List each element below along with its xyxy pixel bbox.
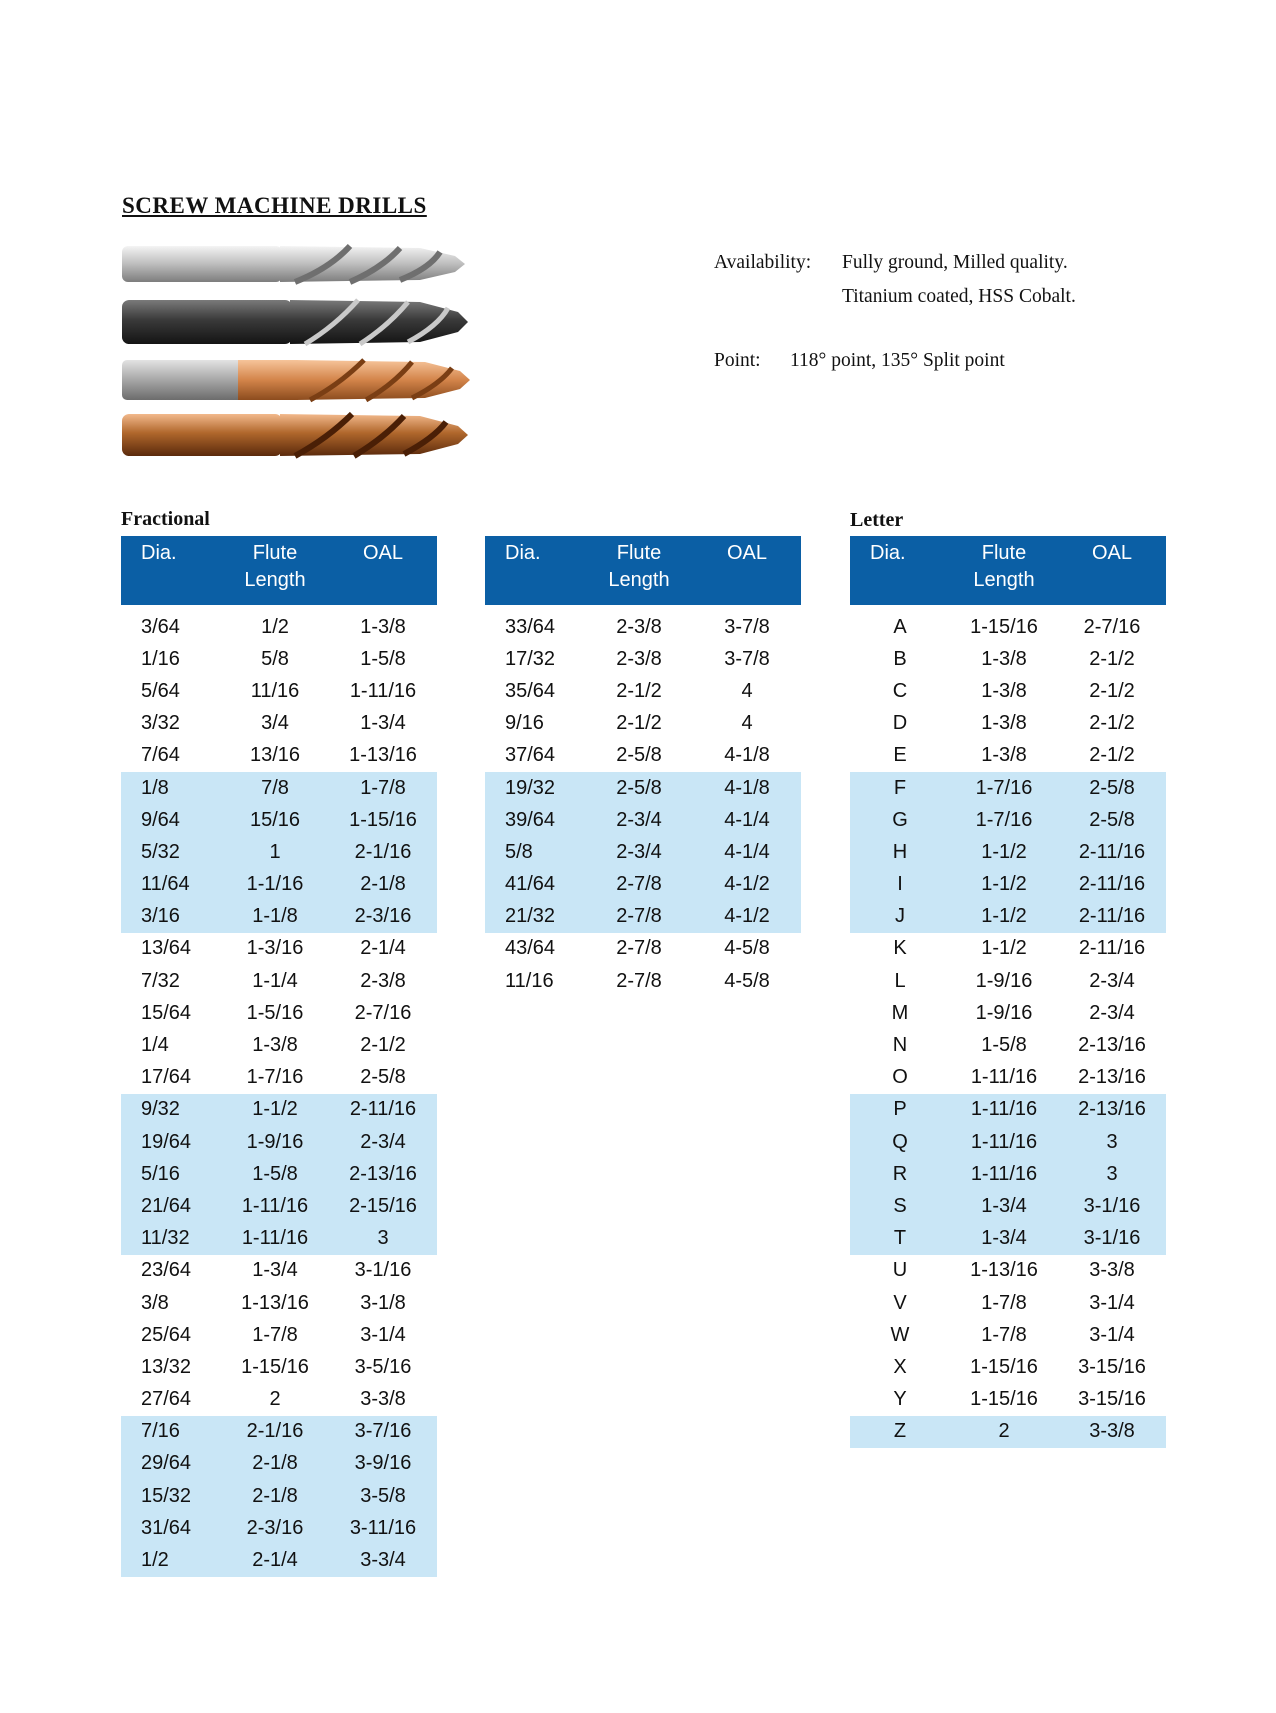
- cell-dia: Q: [850, 1126, 950, 1158]
- cell-flute-length: 2-7/8: [616, 937, 662, 960]
- table-row: [121, 1190, 437, 1222]
- fractional-table-1: [121, 536, 437, 1577]
- cell-flute-length: 15/16: [221, 804, 329, 836]
- cell-flute-length: 1-1/4: [252, 969, 298, 992]
- cell-oal: 3-1/16: [354, 1259, 412, 1282]
- cell-dia: 7/16: [121, 1416, 221, 1448]
- cell-oal: 3-3/8: [1058, 1416, 1166, 1448]
- cell-flute-length: 1-9/16: [975, 1001, 1033, 1024]
- cell-dia: 35/64: [505, 679, 556, 702]
- cell-flute-length: 1-3/4: [252, 1259, 298, 1282]
- cell-oal: 2-5/8: [360, 1066, 406, 1089]
- cell-flute-length: 2-1/4: [221, 1544, 329, 1576]
- cell-oal: 3-3/8: [360, 1388, 406, 1411]
- availability-line2: Titanium coated, HSS Cobalt.: [842, 286, 1076, 307]
- cell-dia: X: [893, 1355, 907, 1378]
- table-row: [850, 772, 1166, 804]
- header-oal: OAL: [329, 536, 437, 605]
- cell-flute-length: 1-11/16: [221, 1223, 329, 1255]
- table-row: [850, 804, 1166, 836]
- cell-flute-length: 2-1/8: [221, 1480, 329, 1512]
- cell-dia: W: [890, 1323, 910, 1346]
- table-row: [121, 901, 437, 933]
- table-row: [850, 933, 1166, 965]
- table-row: [850, 1384, 1166, 1416]
- cell-oal: 2-1/16: [329, 836, 437, 868]
- cell-oal: 3-15/16: [1078, 1388, 1146, 1411]
- table-row: [850, 1158, 1166, 1190]
- cell-flute-length: 1-3/8: [981, 647, 1027, 670]
- cell-dia: C: [892, 679, 908, 702]
- cell-dia: R: [850, 1158, 950, 1190]
- cell-flute-length: 1-7/16: [950, 772, 1058, 804]
- cell-dia: D: [892, 712, 908, 735]
- cell-oal: 2-3/4: [1089, 1001, 1135, 1024]
- cell-dia: 1/4: [141, 1034, 169, 1057]
- cell-oal: 3-3/4: [329, 1544, 437, 1576]
- cell-oal: 2-7/16: [354, 1001, 412, 1024]
- cell-oal: 3-5/8: [329, 1480, 437, 1512]
- header-dia: Dia.: [485, 536, 585, 605]
- cell-flute-length: 1-7/8: [252, 1323, 298, 1346]
- cell-flute-length: 2-1/2: [616, 712, 662, 735]
- cell-dia: L: [894, 969, 906, 992]
- cell-dia: A: [893, 615, 907, 638]
- cell-dia: F: [850, 772, 950, 804]
- table-row: [121, 804, 437, 836]
- cell-oal: 4-1/8: [693, 772, 801, 804]
- cell-flute-length: 1-3/8: [981, 712, 1027, 735]
- cell-dia: 9/16: [505, 712, 544, 735]
- table-row: [850, 611, 1166, 643]
- availability-line1: Fully ground, Milled quality.: [842, 252, 1068, 273]
- cell-dia: 3/64: [141, 615, 180, 638]
- cell-dia: 25/64: [141, 1323, 192, 1346]
- cell-dia: Z: [850, 1416, 950, 1448]
- cell-dia: B: [893, 647, 907, 670]
- cell-oal: 3-1/4: [1089, 1323, 1135, 1346]
- cell-oal: 4-5/8: [724, 937, 770, 960]
- cell-oal: 3-5/16: [354, 1355, 412, 1378]
- table-row: [485, 772, 801, 804]
- table-row: [850, 1416, 1166, 1448]
- cell-dia: 27/64: [141, 1388, 192, 1411]
- cell-oal: 2-5/8: [1058, 804, 1166, 836]
- table-row: [121, 1416, 437, 1448]
- page-title: SCREW MACHINE DRILLS: [122, 193, 427, 218]
- cell-dia: 21/32: [485, 901, 585, 933]
- cell-flute-length: 1-5/8: [221, 1158, 329, 1190]
- cell-flute-length: 1-9/16: [975, 969, 1033, 992]
- table-row: [850, 836, 1166, 868]
- table-row: [850, 1029, 1166, 1061]
- cell-oal: 3-1/16: [1058, 1223, 1166, 1255]
- table-row: [485, 836, 801, 868]
- cell-flute-length: 1-3/16: [246, 937, 304, 960]
- table-row: [850, 740, 1166, 772]
- cell-flute-length: 5/8: [261, 647, 289, 670]
- cell-dia: P: [850, 1094, 950, 1126]
- cell-dia: 5/32: [121, 836, 221, 868]
- cell-flute-length: 2-7/8: [616, 969, 662, 992]
- cell-dia: 33/64: [505, 615, 556, 638]
- cell-flute-length: 1-11/16: [950, 1094, 1058, 1126]
- cell-oal: 4-1/2: [693, 869, 801, 901]
- letter-label: Letter: [850, 509, 904, 531]
- cell-oal: 4-5/8: [724, 969, 770, 992]
- cell-oal: 3-11/16: [329, 1512, 437, 1544]
- table-row: [485, 965, 801, 997]
- availability-label: Availability:: [714, 252, 812, 273]
- cell-flute-length: 2-7/8: [585, 901, 693, 933]
- cell-oal: 4-1/4: [693, 804, 801, 836]
- cell-flute-length: 2-1/16: [221, 1416, 329, 1448]
- cell-dia: 5/16: [121, 1158, 221, 1190]
- table-row: [121, 740, 437, 772]
- cell-oal: 2-11/16: [1058, 869, 1166, 901]
- cell-flute-length: 1-1/16: [221, 869, 329, 901]
- cell-flute-length: 1-5/8: [981, 1034, 1027, 1057]
- cell-flute-length: 1-9/16: [221, 1126, 329, 1158]
- table-row: [850, 1287, 1166, 1319]
- table-row: [850, 1223, 1166, 1255]
- cell-flute-length: 2-3/4: [585, 804, 693, 836]
- cell-dia: 17/64: [141, 1066, 192, 1089]
- cell-flute-length: 3/4: [261, 712, 289, 735]
- table-row: [850, 1351, 1166, 1383]
- cell-dia: 17/32: [505, 647, 556, 670]
- table-row: [121, 1384, 437, 1416]
- drill-image-titanium: [120, 354, 470, 404]
- cell-flute-length: 2-3/8: [616, 615, 662, 638]
- cell-flute-length: 2-5/8: [585, 772, 693, 804]
- cell-dia: 29/64: [121, 1448, 221, 1480]
- cell-oal: 4: [741, 679, 753, 702]
- table-row: [121, 1544, 437, 1576]
- cell-flute-length: 1-5/16: [246, 1001, 304, 1024]
- header-flute: Flute Length: [585, 536, 693, 605]
- table-row: [850, 675, 1166, 707]
- drill-image-bright: [120, 238, 470, 290]
- table-row: [121, 1255, 437, 1287]
- cell-flute-length: 1-11/16: [950, 1158, 1058, 1190]
- cell-oal: 1-3/8: [360, 615, 406, 638]
- cell-flute-length: 1-1/2: [981, 937, 1027, 960]
- drill-image-black-oxide: [120, 294, 470, 350]
- cell-dia: 15/64: [141, 1001, 192, 1024]
- table-row: [485, 933, 801, 965]
- table-row: [121, 965, 437, 997]
- cell-dia: 13/32: [141, 1355, 192, 1378]
- cell-flute-length: 1-15/16: [970, 615, 1038, 638]
- header-oal: OAL: [693, 536, 801, 605]
- table-row: [850, 1255, 1166, 1287]
- cell-dia: 13/64: [141, 937, 192, 960]
- cell-oal: 2-3/4: [329, 1126, 437, 1158]
- table-row: [850, 643, 1166, 675]
- cell-dia: M: [891, 1001, 909, 1024]
- cell-flute-length: 2-5/8: [616, 744, 662, 767]
- cell-oal: 3: [1058, 1158, 1166, 1190]
- table-row: [121, 1448, 437, 1480]
- drill-image-cobalt: [120, 408, 470, 460]
- table-row: [850, 708, 1166, 740]
- cell-dia: 5/64: [141, 679, 180, 702]
- cell-oal: 2-5/8: [1058, 772, 1166, 804]
- table-row: [850, 869, 1166, 901]
- cell-oal: 2-3/8: [360, 969, 406, 992]
- cell-oal: 1-15/16: [329, 804, 437, 836]
- header-oal: OAL: [1058, 536, 1166, 605]
- cell-flute-length: 7/8: [221, 772, 329, 804]
- cell-flute-length: 11/16: [250, 679, 300, 702]
- cell-dia: 21/64: [121, 1190, 221, 1222]
- cell-oal: 3-15/16: [1078, 1355, 1146, 1378]
- cell-oal: 4: [741, 712, 753, 735]
- cell-dia: 37/64: [505, 744, 556, 767]
- cell-oal: 2-13/16: [1058, 1094, 1166, 1126]
- table-row: [485, 708, 801, 740]
- point-value: 118° point, 135° Split point: [790, 350, 1005, 371]
- cell-oal: 1-5/8: [360, 647, 406, 670]
- cell-oal: 2-11/16: [1058, 836, 1166, 868]
- cell-flute-length: 1/2: [261, 615, 289, 638]
- cell-flute-length: 1-3/8: [981, 744, 1027, 767]
- cell-flute-length: 2: [950, 1416, 1058, 1448]
- table-row: [121, 1351, 437, 1383]
- cell-flute-length: 1-1/2: [221, 1094, 329, 1126]
- point-label: Point:: [714, 350, 761, 371]
- cell-dia: 11/16: [505, 969, 554, 992]
- cell-oal: 2-11/16: [1078, 937, 1146, 960]
- table-row: [485, 675, 801, 707]
- cell-flute-length: 1-11/16: [970, 1066, 1038, 1089]
- cell-dia: 11/64: [121, 869, 221, 901]
- cell-flute-length: 1-1/8: [221, 901, 329, 933]
- cell-oal: 2-11/16: [1058, 901, 1166, 933]
- cell-dia: O: [892, 1066, 908, 1089]
- table-row: [485, 611, 801, 643]
- cell-dia: E: [893, 744, 907, 767]
- cell-flute-length: 2-3/16: [221, 1512, 329, 1544]
- cell-oal: 2-1/8: [329, 869, 437, 901]
- cell-dia: T: [850, 1223, 950, 1255]
- cell-oal: 2-1/2: [360, 1034, 406, 1057]
- cell-oal: 1-3/4: [360, 712, 406, 735]
- cell-flute-length: 1-13/16: [241, 1291, 309, 1314]
- cell-flute-length: 1-15/16: [970, 1355, 1038, 1378]
- table-row: [850, 965, 1166, 997]
- cell-flute-length: 1-3/8: [252, 1034, 298, 1057]
- cell-dia: 41/64: [485, 869, 585, 901]
- cell-flute-length: 1-11/16: [221, 1190, 329, 1222]
- table-row: [121, 1319, 437, 1351]
- cell-oal: 1-13/16: [349, 744, 417, 767]
- cell-dia: N: [892, 1034, 908, 1057]
- cell-dia: 11/32: [121, 1223, 221, 1255]
- cell-flute-length: 2-1/8: [221, 1448, 329, 1480]
- cell-oal: 3-3/8: [1089, 1259, 1135, 1282]
- cell-oal: 2-1/2: [1089, 744, 1135, 767]
- cell-oal: 2-13/16: [1078, 1034, 1146, 1057]
- table-row: [121, 1126, 437, 1158]
- cell-flute-length: 13/16: [249, 744, 301, 767]
- cell-flute-length: 1-3/8: [981, 679, 1027, 702]
- cell-oal: 2-13/16: [329, 1158, 437, 1190]
- cell-flute-length: 1-1/2: [950, 901, 1058, 933]
- table-row: [121, 1287, 437, 1319]
- header-flute: Flute Length: [950, 536, 1058, 605]
- cell-oal: 4-1/2: [693, 901, 801, 933]
- table-row: [121, 772, 437, 804]
- cell-flute-length: 1-1/2: [950, 869, 1058, 901]
- cell-flute-length: 1-11/16: [950, 1126, 1058, 1158]
- cell-dia: 9/64: [121, 804, 221, 836]
- cell-flute-length: 1: [221, 836, 329, 868]
- cell-oal: 2-11/16: [329, 1094, 437, 1126]
- cell-dia: 31/64: [121, 1512, 221, 1544]
- cell-flute-length: 2-3/4: [585, 836, 693, 868]
- table-row: [121, 1062, 437, 1094]
- cell-dia: U: [892, 1259, 908, 1282]
- table-row: [850, 1126, 1166, 1158]
- cell-dia: J: [850, 901, 950, 933]
- cell-dia: 19/64: [121, 1126, 221, 1158]
- cell-oal: 3: [329, 1223, 437, 1255]
- cell-dia: 15/32: [121, 1480, 221, 1512]
- cell-dia: 7/64: [141, 744, 180, 767]
- cell-dia: G: [850, 804, 950, 836]
- header-dia: Dia.: [121, 536, 221, 605]
- cell-dia: S: [850, 1190, 950, 1222]
- table-row: [121, 1512, 437, 1544]
- cell-flute-length: 1-7/16: [246, 1066, 304, 1089]
- cell-oal: 3-1/16: [1058, 1190, 1166, 1222]
- cell-oal: 4-1/4: [693, 836, 801, 868]
- cell-oal: 3: [1058, 1126, 1166, 1158]
- cell-oal: 3-7/16: [329, 1416, 437, 1448]
- cell-flute-length: 1-7/8: [981, 1323, 1027, 1346]
- header-dia: Dia.: [850, 536, 950, 605]
- cell-dia: Y: [893, 1388, 907, 1411]
- cell-oal: 2-3/4: [1089, 969, 1135, 992]
- cell-oal: 3-1/4: [1089, 1291, 1135, 1314]
- table-row: [121, 1158, 437, 1190]
- table-row: [485, 901, 801, 933]
- cell-dia: 9/32: [121, 1094, 221, 1126]
- table-row: [850, 1062, 1166, 1094]
- cell-dia: 19/32: [485, 772, 585, 804]
- table-row: [121, 708, 437, 740]
- cell-dia: H: [850, 836, 950, 868]
- table-row: [121, 1223, 437, 1255]
- table-row: [485, 643, 801, 675]
- cell-oal: 2-1/2: [1089, 647, 1135, 670]
- cell-oal: 2-7/16: [1083, 615, 1141, 638]
- cell-oal: 2-13/16: [1078, 1066, 1146, 1089]
- cell-oal: 1-7/8: [329, 772, 437, 804]
- cell-dia: 1/2: [121, 1544, 221, 1576]
- fractional-table-2: [485, 536, 801, 997]
- table-row: [121, 933, 437, 965]
- cell-oal: 2-3/16: [329, 901, 437, 933]
- cell-oal: 3-7/8: [724, 647, 770, 670]
- cell-dia: 39/64: [485, 804, 585, 836]
- table-row: [121, 611, 437, 643]
- table-row: [121, 869, 437, 901]
- table-row: [485, 869, 801, 901]
- cell-dia: I: [850, 869, 950, 901]
- drill-images: [120, 238, 470, 464]
- table-row: [850, 1319, 1166, 1351]
- cell-dia: 1/8: [121, 772, 221, 804]
- table-row: [850, 1190, 1166, 1222]
- header-flute: Flute Length: [221, 536, 329, 605]
- cell-dia: 3/16: [121, 901, 221, 933]
- cell-oal: 4-1/8: [724, 744, 770, 767]
- table-row: [121, 1480, 437, 1512]
- cell-flute-length: 1-7/8: [981, 1291, 1027, 1314]
- cell-flute-length: 1-3/4: [950, 1223, 1058, 1255]
- table-row: [121, 1029, 437, 1061]
- table-row: [850, 997, 1166, 1029]
- cell-oal: 1-11/16: [349, 679, 417, 702]
- table-row: [850, 1094, 1166, 1126]
- table-row: [485, 804, 801, 836]
- cell-dia: 7/32: [141, 969, 180, 992]
- cell-oal: 3-1/4: [360, 1323, 406, 1346]
- letter-table: [850, 536, 1166, 1448]
- cell-flute-length: 1-15/16: [241, 1355, 309, 1378]
- table-row: [121, 1094, 437, 1126]
- cell-oal: 2-15/16: [329, 1190, 437, 1222]
- cell-flute-length: 1-1/2: [950, 836, 1058, 868]
- cell-oal: 3-9/16: [329, 1448, 437, 1480]
- availability-info: [714, 246, 1076, 378]
- cell-dia: 3/32: [141, 712, 180, 735]
- cell-flute-length: 1-13/16: [970, 1259, 1038, 1282]
- cell-flute-length: 2-7/8: [585, 869, 693, 901]
- table-row: [121, 997, 437, 1029]
- cell-dia: 23/64: [141, 1259, 192, 1282]
- cell-oal: 3-7/8: [724, 615, 770, 638]
- cell-oal: 2-1/4: [360, 937, 406, 960]
- table-row: [121, 643, 437, 675]
- cell-dia: 43/64: [505, 937, 556, 960]
- cell-dia: 3/8: [141, 1291, 169, 1314]
- cell-dia: 5/8: [485, 836, 585, 868]
- cell-flute-length: 1-15/16: [970, 1388, 1038, 1411]
- cell-flute-length: 2: [269, 1388, 281, 1411]
- table-row: [850, 901, 1166, 933]
- table-row: [485, 740, 801, 772]
- table-row: [121, 836, 437, 868]
- cell-flute-length: 2-1/2: [616, 679, 662, 702]
- cell-oal: 3-1/8: [360, 1291, 406, 1314]
- table-row: [121, 675, 437, 707]
- cell-flute-length: 1-7/16: [950, 804, 1058, 836]
- fractional-label: Fractional: [121, 508, 210, 530]
- cell-dia: K: [893, 937, 907, 960]
- cell-dia: 1/16: [141, 647, 180, 670]
- cell-dia: V: [893, 1291, 907, 1314]
- cell-oal: 2-1/2: [1089, 679, 1135, 702]
- cell-flute-length: 1-3/4: [950, 1190, 1058, 1222]
- cell-oal: 2-1/2: [1089, 712, 1135, 735]
- cell-flute-length: 2-3/8: [616, 647, 662, 670]
